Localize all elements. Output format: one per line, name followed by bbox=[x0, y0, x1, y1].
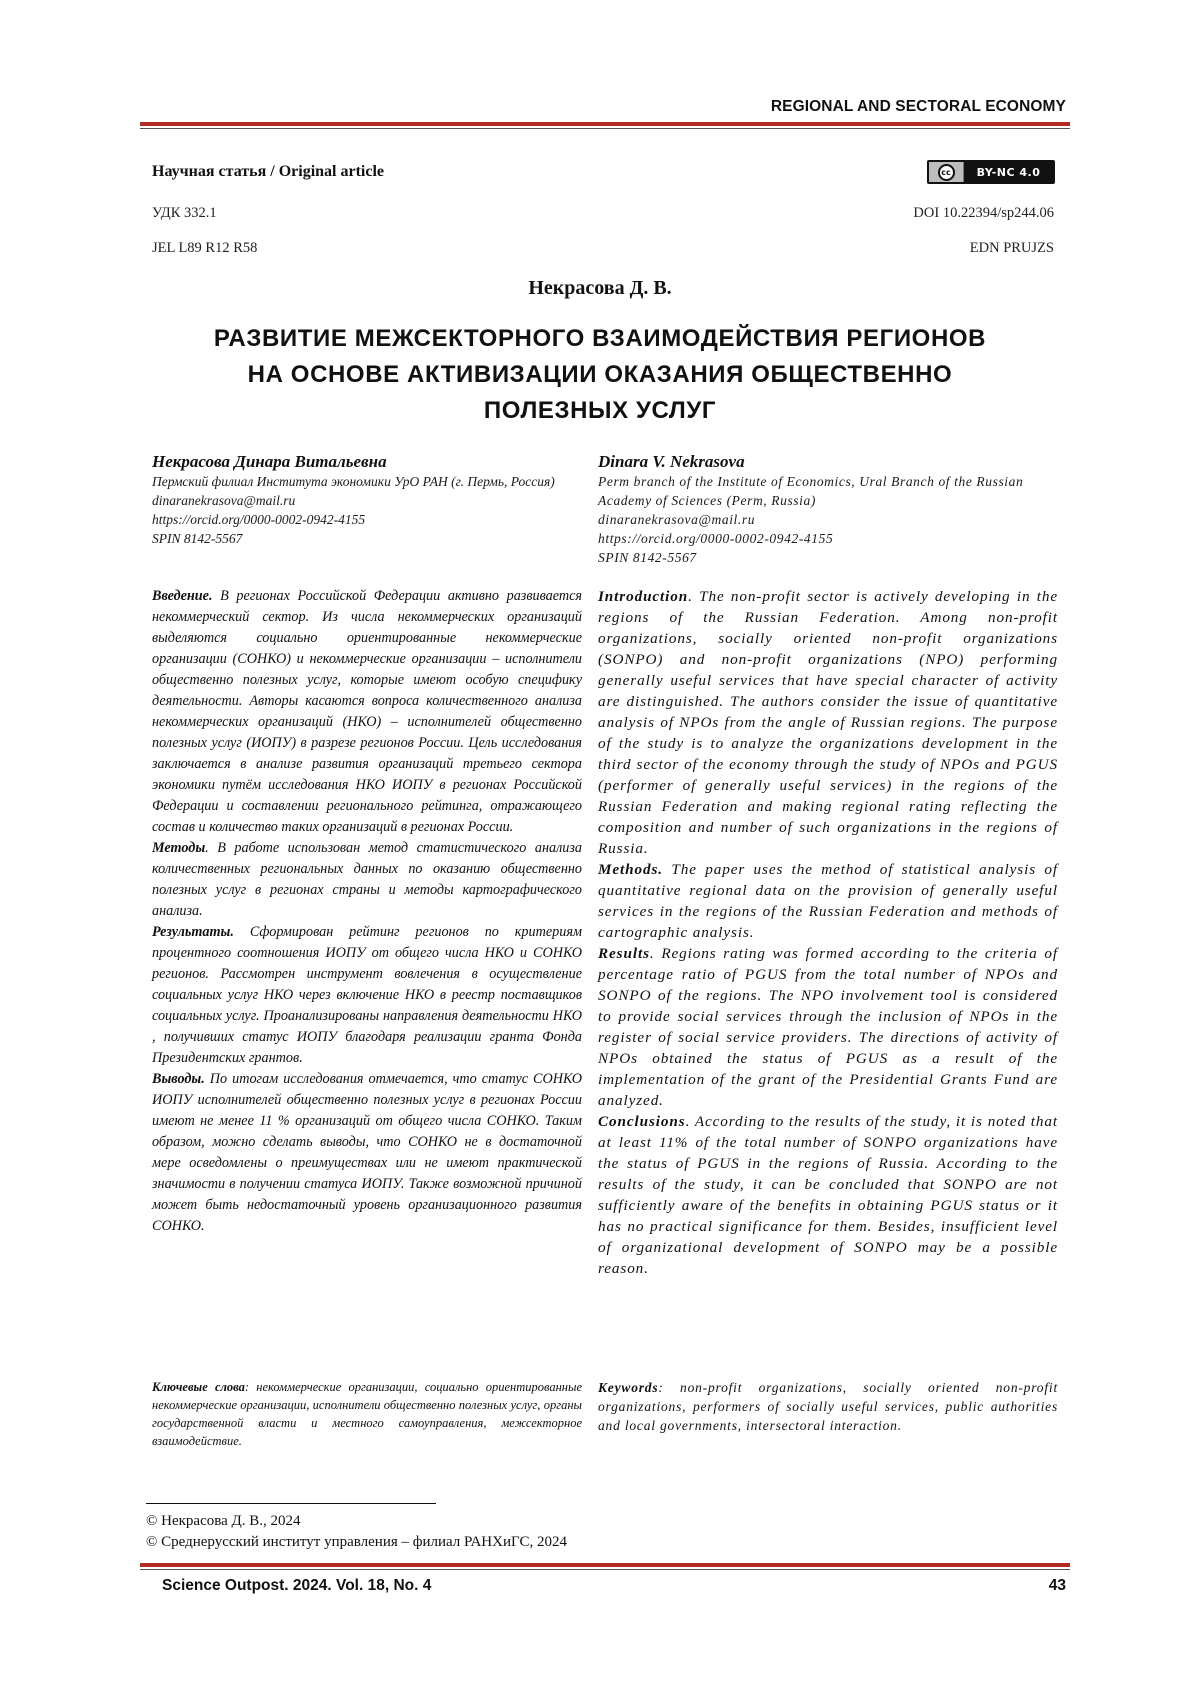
copyright-author: © Некрасова Д. В., 2024 bbox=[146, 1513, 301, 1530]
spin-en: SPIN 8142-5567 bbox=[598, 548, 1058, 567]
abstract-methods-en: Methods. The paper uses the method of statistical analysis of quantitative regional data on the provision of generally useful services in the regions of the Russian Federation and methods of cartographic analysis. bbox=[598, 859, 1058, 943]
edn-code: EDN PRUJZS bbox=[970, 240, 1054, 257]
affiliation-ru: Пермский филиал Института экономики УрО РАН (г. Пермь, Россия) bbox=[152, 472, 582, 491]
title-line: НА ОСНОВЕ АКТИВИЗАЦИИ ОКАЗАНИЯ ОБЩЕСТВЕННО bbox=[100, 357, 1100, 393]
abstract-conclusions-ru: Выводы. По итогам исследования отмечается, что статус СОНКО ИОПУ исполнителей общественно полезных услуг в регионах России имеют не менее 11 % организаций от общего числа СОНКО. Таким образом, можно сделать выводы, что СОНКО не в достаточной мере осведомлены о преимуществах или не имеют практической значимости в получении статуса ИОПУ. Также возможной причиной может быть недостаточный уровень организационного развития СОНКО. bbox=[152, 1069, 582, 1237]
abstract-en bbox=[598, 586, 1058, 1279]
cc-license-badge[interactable] bbox=[927, 160, 1055, 184]
email-ru[interactable]: dinaranekrasova@mail.ru bbox=[152, 491, 582, 510]
article-type: Научная статья / Original article bbox=[152, 163, 384, 181]
abstract-intro-ru: Введение. В регионах Российской Федерации активно развивается некоммерческий сектор. Из числа некоммерческих организаций выделяются социально ориентированные некоммерческие организации (СОНКО) и некоммерческие организации – исполнители общественно полезных услуг, которые имеют особую специфику деятельности. Авторы касаются вопроса количественного анализа некоммерческих организаций (НКО) – исполнителей общественно полезных услуг (ИОПУ) в разрезе регионов России. Цель исследования заключается в анализе развития организаций третьего сектора экономики путём исследования НКО ИОПУ в регионах Российской Федерации и составлении регионального рейтинга, отражающего состав и количество таких организаций в регионах России. bbox=[152, 586, 582, 838]
abstract-ru bbox=[152, 586, 582, 1237]
keywords-ru: Ключевые слова: некоммерческие организации, социально ориентированные некоммерческие организации, исполнители общественно полезных услуг, органы государственной власти и местного самоуправления, межсекторное взаимодействие. bbox=[152, 1378, 582, 1450]
abstract-results-ru: Результаты. Сформирован рейтинг регионов по критериям процентного соотношения ИОПУ от общего числа НКО и СОНКО регионов. Рассмотрен инструмент вовлечения в осуществление социальных услуг НКО через включение НКО в реестр поставщиков социальных услуг. Проанализированы направления деятельности НКО , получивших статус ИОПУ благодаря реализации гранта Фонда Президентских грантов. bbox=[152, 922, 582, 1069]
title-line: ПОЛЕЗНЫХ УСЛУГ bbox=[100, 393, 1100, 429]
abstract-methods-ru: Методы. В работе использован метод статистического анализа количественных региональных данных по оказанию общественно полезных услуг в регионах страны и методы картографического анализа. bbox=[152, 838, 582, 922]
license-text: BY-NC 4.0 bbox=[964, 162, 1053, 182]
spin-ru: SPIN 8142-5567 bbox=[152, 529, 582, 548]
journal-section-title: REGIONAL AND SECTORAL ECONOMY bbox=[771, 98, 1066, 116]
orcid-en[interactable]: https://orcid.org/0000-0002-0942-4155 bbox=[598, 529, 1058, 548]
abstract-conclusions-en: Conclusions. According to the results of the study, it is noted that at least 11% of the total number of SONPO organizations have the status of PGUS in the regions of Russia. According to the results of the study, it can be concluded that SONPO are not sufficiently aware of the benefits in obtaining PGUS status or it has no practical significance for them. Besides, insufficient level of organizational development of SONPO may be a possible reason. bbox=[598, 1111, 1058, 1279]
page-number: 43 bbox=[1049, 1577, 1066, 1595]
footer-journal: Science Outpost. 2024. Vol. 18, No. 4 bbox=[162, 1577, 431, 1595]
author-name-ru: Некрасова Динара Витальевна bbox=[152, 452, 582, 472]
udk-code: УДК 332.1 bbox=[152, 205, 217, 222]
abstract-intro-en: Introduction. The non-profit sector is actively developing in the regions of the Russian Federation. Among non-profit organizations, socially oriented non-profit organizations (SONPO) and non-profit organizations (NPO) performing generally useful services that have special character of activity are distinguished. The authors consider the issue of quantitative analysis of NPOs from the angle of Russian regions. The purpose of the study is to analyze the organizations development in the third sector of the economy through the study of NPOs and PGUS (performer of generally useful services) in the regions of the Russian Federation and making regional rating reflecting the composition and number of such organizations in the regions of Russia. bbox=[598, 586, 1058, 859]
doi[interactable]: DOI 10.22394/sp244.06 bbox=[913, 205, 1054, 222]
jel-codes: JEL L89 R12 R58 bbox=[152, 240, 257, 257]
author-block-ru bbox=[152, 452, 582, 548]
copyright-rule bbox=[146, 1503, 436, 1504]
email-en[interactable]: dinaranekrasova@mail.ru bbox=[598, 510, 1058, 529]
affiliation-en: Perm branch of the Institute of Economics, Ural Branch of the Russian Academy of Sciences (Perm, Russia) bbox=[598, 472, 1058, 510]
footer-rule bbox=[140, 1563, 1070, 1570]
cc-logo-icon: cc bbox=[929, 162, 964, 182]
title-line: РАЗВИТИЕ МЕЖСЕКТОРНОГО ВЗАИМОДЕЙСТВИЯ РЕГИОНОВ bbox=[100, 321, 1100, 357]
header-rule bbox=[140, 122, 1070, 129]
orcid-ru[interactable]: https://orcid.org/0000-0002-0942-4155 bbox=[152, 510, 582, 529]
copyright-institute: © Среднерусский институт управления – филиал РАНХиГС, 2024 bbox=[146, 1534, 567, 1551]
keywords-en: Keywords: non-profit organizations, socially oriented non-profit organizations, performers of socially useful services, public authorities and local governments, intersectoral interaction. bbox=[598, 1378, 1058, 1435]
abstract-results-en: Results. Regions rating was formed according to the criteria of percentage ratio of PGUS from the total number of NPOs and SONPO of the regions. The NPO involvement tool is considered to provide social services through the inclusion of NPOs in the register of social service providers. The directions of activity of NPOs obtained the status of PGUS as a result of the implementation of the grant of the Presidential Grants Fund are analyzed. bbox=[598, 943, 1058, 1111]
article-title bbox=[100, 321, 1100, 429]
author-short: Некрасова Д. В. bbox=[0, 277, 1200, 300]
author-name-en: Dinara V. Nekrasova bbox=[598, 452, 1058, 472]
author-block-en bbox=[598, 452, 1058, 567]
